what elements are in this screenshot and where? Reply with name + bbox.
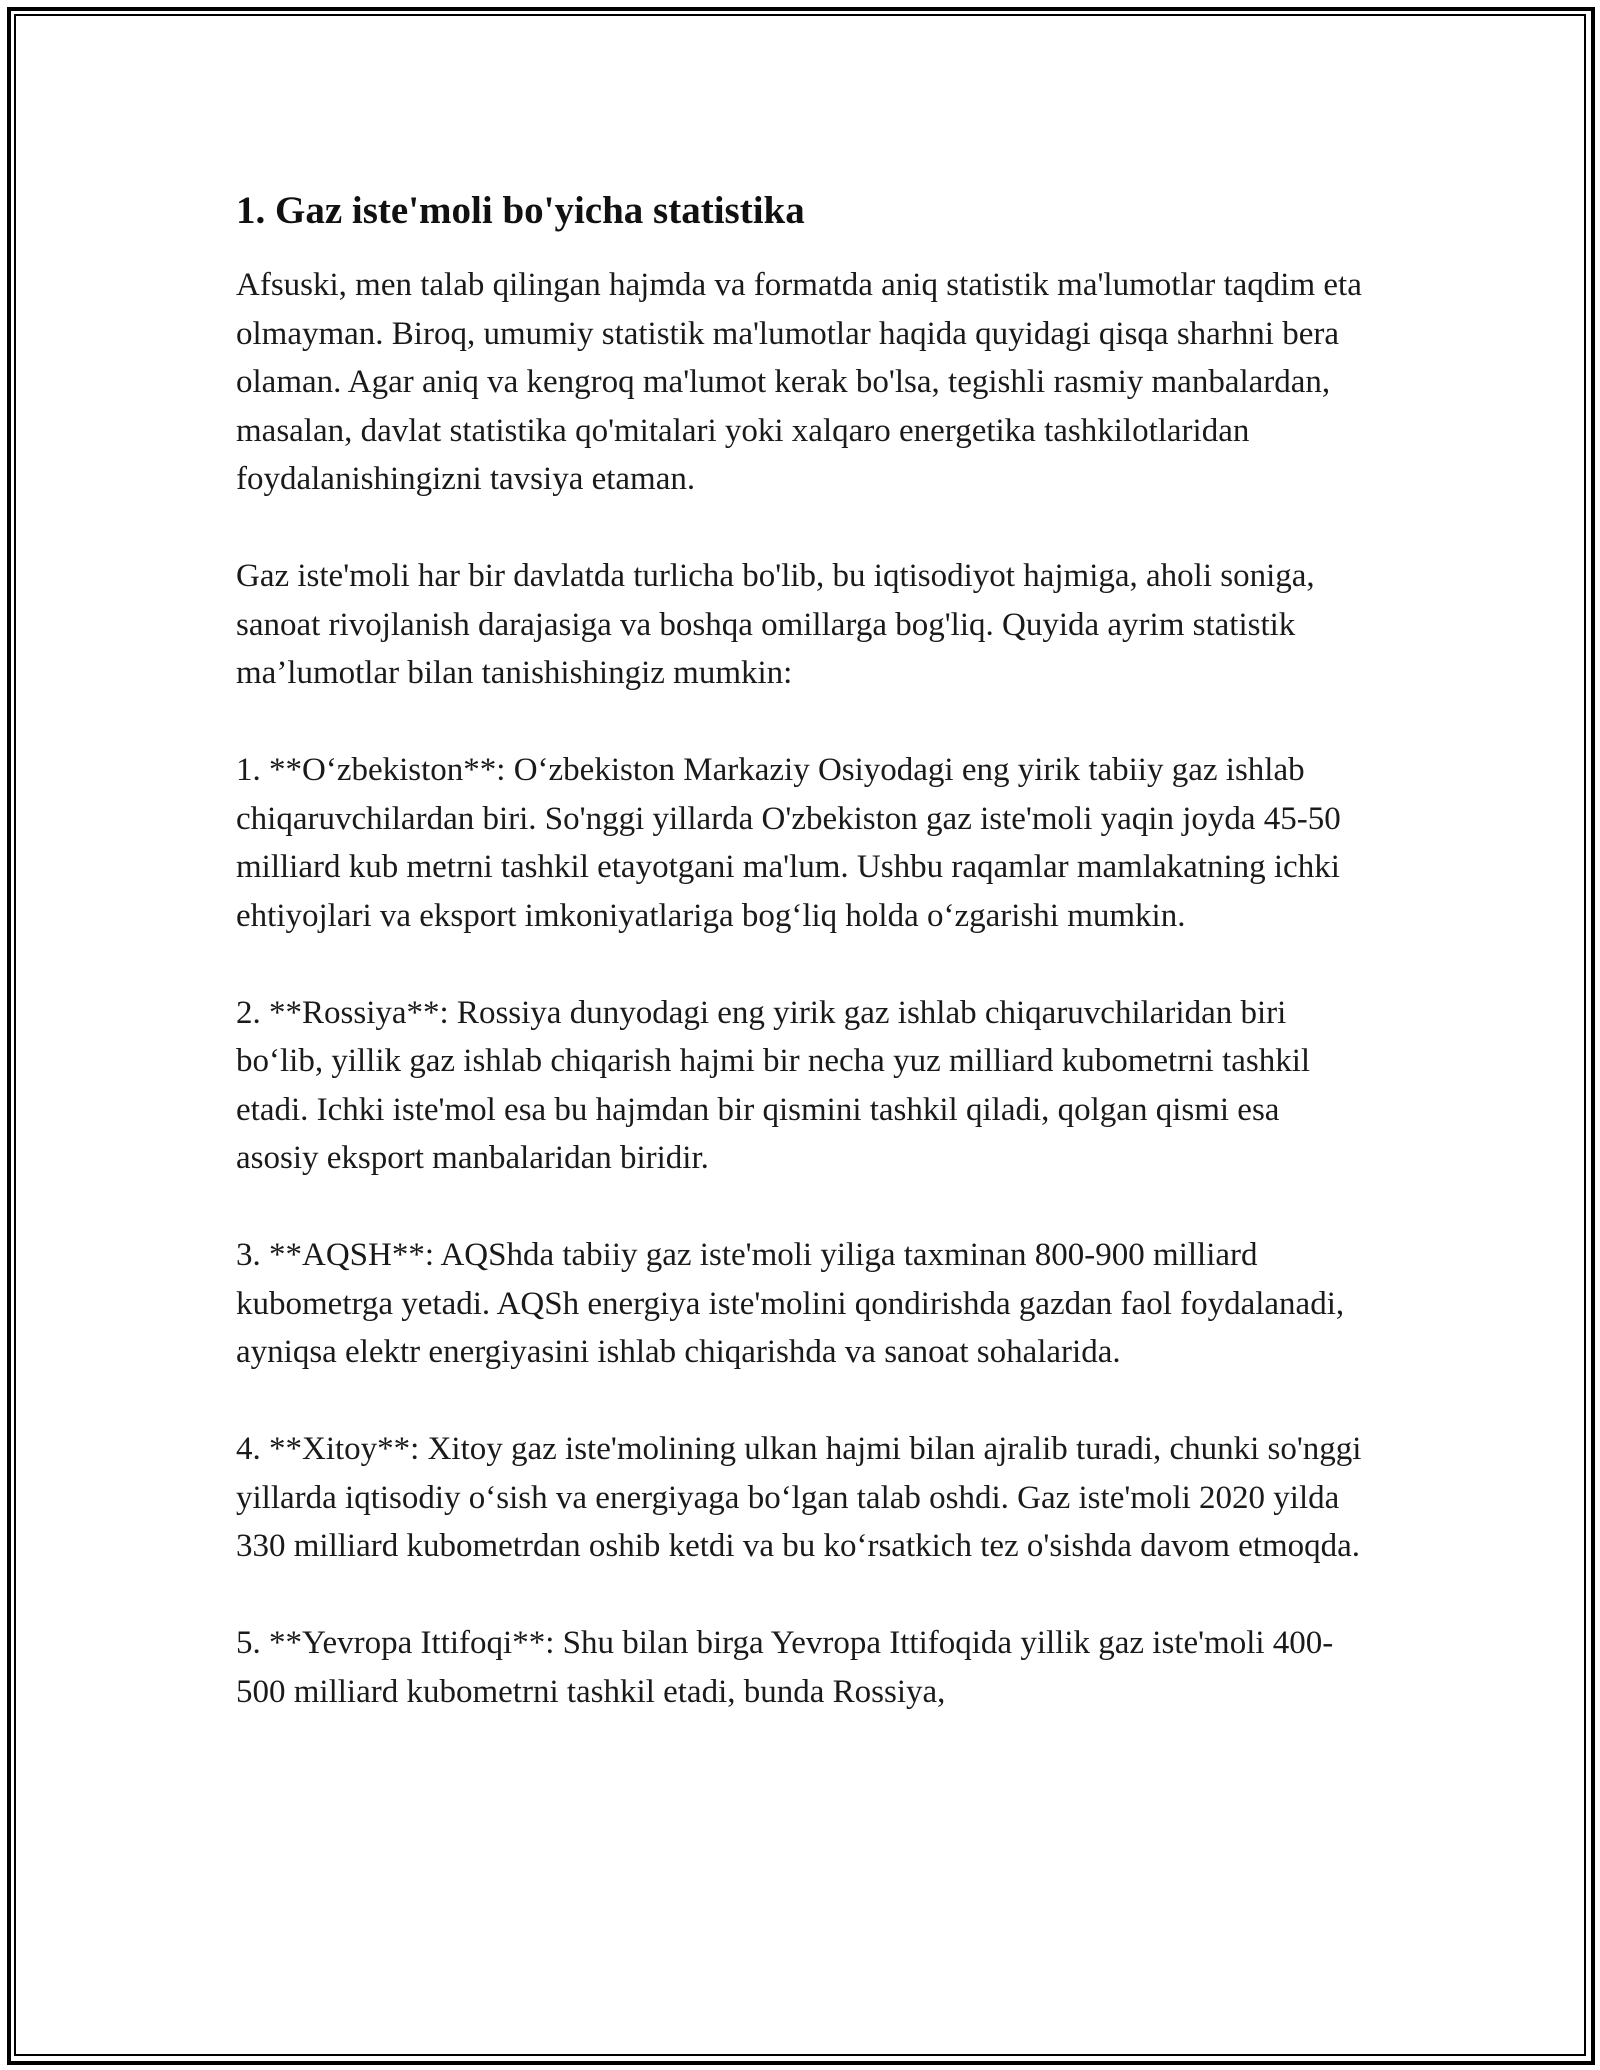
paragraph-china: 4. **Xitoy**: Xitoy gaz iste'molining ulkan hajmi bilan ajralib turadi, chunki so'nggi yillarda iqtisodiy o‘sish va energiyaga bo‘lgan talab oshdi. Gaz iste'moli 2020 yilda 330 milliard kubometrdan oshib ketdi va bu ko‘rsatkich tez o'sishda davom etmoqda. bbox=[236, 1431, 1362, 1564]
document-body bbox=[236, 183, 1366, 1716]
paragraph-eu: 5. **Yevropa Ittifoqi**: Shu bilan birga Yevropa Ittifoqida yillik gaz iste'moli 400-500 milliard kubometrni tashkil etadi, bunda Rossiya, bbox=[236, 1625, 1334, 1710]
paragraph-overview: Gaz iste'moli har bir davlatda turlicha bo'lib, bu iqtisodiyot hajmiga, aholi soniga, sanoat rivojlanish darajasiga va boshqa omillarga bog'liq. Quyida ayrim statistik ma’lumotlar bilan tanishishingiz mumkin: bbox=[236, 558, 1315, 691]
paragraph-uzbekistan: 1. **O‘zbekiston**: O‘zbekiston Markaziy Osiyodagi eng yirik tabiiy gaz ishlab chiqaruvchilardan biri. So'nggi yillarda O'zbekiston gaz iste'moli yaqin joyda 45-50 milliard kub metrni tashkil etayotgani ma'lum. Ushbu raqamlar mamlakatning ichki ehtiyojlari va eksport imkoniyatlariga bog‘liq holda o‘zgarishi mumkin. bbox=[236, 752, 1341, 934]
paragraph-russia: 2. **Rossiya**: Rossiya dunyodagi eng yirik gaz ishlab chiqaruvchilaridan biri bo‘lib, yillik gaz ishlab chiqarish hajmi bir necha yuz milliard kubometrni tashkil etadi. Ichki iste'mol esa bu hajmdan bir qismini tashkil qiladi, qolgan qismi esa asosiy eksport manbalaridan biridir. bbox=[236, 994, 1311, 1176]
paragraph-intro: Afsuski, men talab qilingan hajmda va formatda aniq statistik ma'lumotlar taqdim eta olmayman. Biroq, umumiy statistik ma'lumotlar haqida quyidagi qisqa sharhni bera olaman. Agar aniq va kengroq ma'lumot kerak bo'lsa, tegishli rasmiy manbalardan, masalan, davlat statistika qo'mitalari yoki xalqaro energetika tashkilotlaridan foydalanishingizni tavsiya etaman. bbox=[236, 267, 1362, 497]
paragraph-usa: 3. **AQSH**: AQShda tabiiy gaz iste'moli yiliga taxminan 800-900 milliard kubometrga yetadi. AQSh energiya iste'molini qondirishda gazdan faol foydalanadi, ayniqsa elektr energiyasini ishlab chiqarishda va sanoat sohalarida. bbox=[236, 1237, 1345, 1370]
document-title: 1. Gaz iste'moli bo'yicha statistika bbox=[236, 189, 805, 232]
